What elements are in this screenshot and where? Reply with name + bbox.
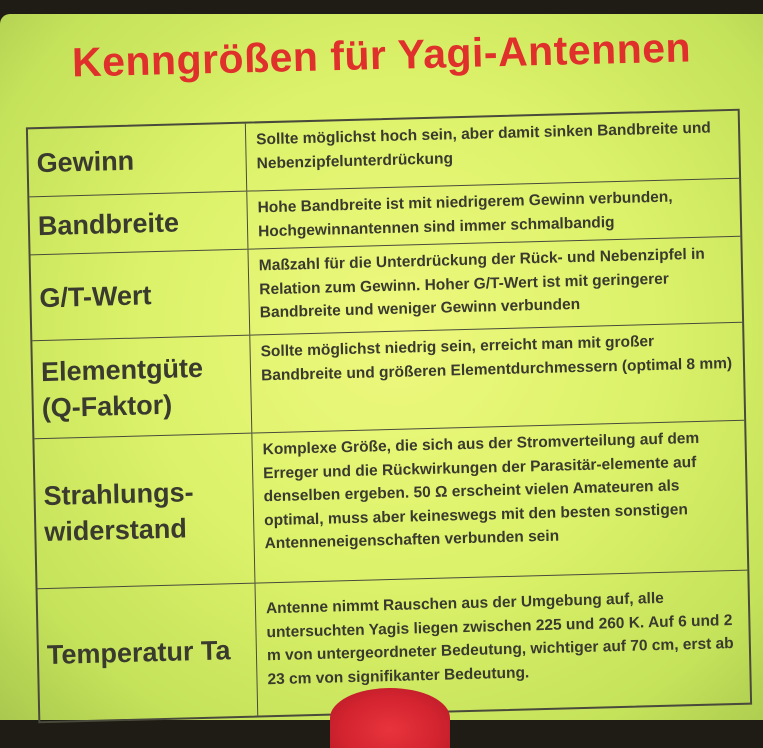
term-cell: Strahlungs-widerstand bbox=[34, 434, 255, 589]
description-cell: Sollte möglichst niedrig sein, erreicht man mit großer Bandbreite und größeren Elementdurchmessern (optimal 8 mm) bbox=[260, 333, 733, 384]
description-cell: Maßzahl für die Unterdrückung der Rück- und Nebenzipfel in Relation zum Gewinn. Hoher G/T-Wert ist mit geringerer Bandbreite und weniger Gewinn verbunden bbox=[258, 245, 705, 322]
table-row bbox=[32, 323, 744, 440]
projection-screen bbox=[0, 14, 763, 720]
term-cell: Gewinn bbox=[28, 124, 247, 197]
parameter-table bbox=[26, 109, 752, 724]
audience-head-silhouette bbox=[330, 688, 450, 748]
description-cell: Antenne nimmt Rauschen aus der Umgebung auf, alle untersuchten Yagis liegen zwischen 225 und 260 K. Auf 6 und 2 m von untergeordneter Bedeutung, wichtiger auf 70 cm, erst ab 23 cm von signifikanter Bedeutung. bbox=[265, 589, 734, 688]
term-cell: Bandbreite bbox=[29, 192, 248, 255]
description-cell: Komplexe Größe, die sich aus der Stromverteilung auf dem Erreger und die Rückwirkungen der Parasitär-elemente auf denselben ergeben. 50 Ω erscheint vielen Amateuren als optimal, muss aber keineswegs mit den besten sonstigen Antenneneigenschaften verbunden sein bbox=[262, 429, 700, 553]
term-cell: Elementgüte (Q-Faktor) bbox=[32, 336, 252, 439]
slide-title: Kenngrößen für Yagi-Antennen bbox=[71, 24, 692, 86]
table-row bbox=[34, 421, 747, 590]
term-cell: G/T-Wert bbox=[31, 250, 251, 341]
term-cell: Temperatur Ta bbox=[38, 584, 259, 722]
description-cell: Sollte möglichst hoch sein, aber damit sinken Bandbreite und Nebenzipfelunterdrückung bbox=[256, 119, 711, 172]
description-cell: Hohe Bandbreite ist mit niedrigerem Gewinn verbunden, Hochgewinnantennen sind immer schmalbandig bbox=[257, 188, 673, 240]
